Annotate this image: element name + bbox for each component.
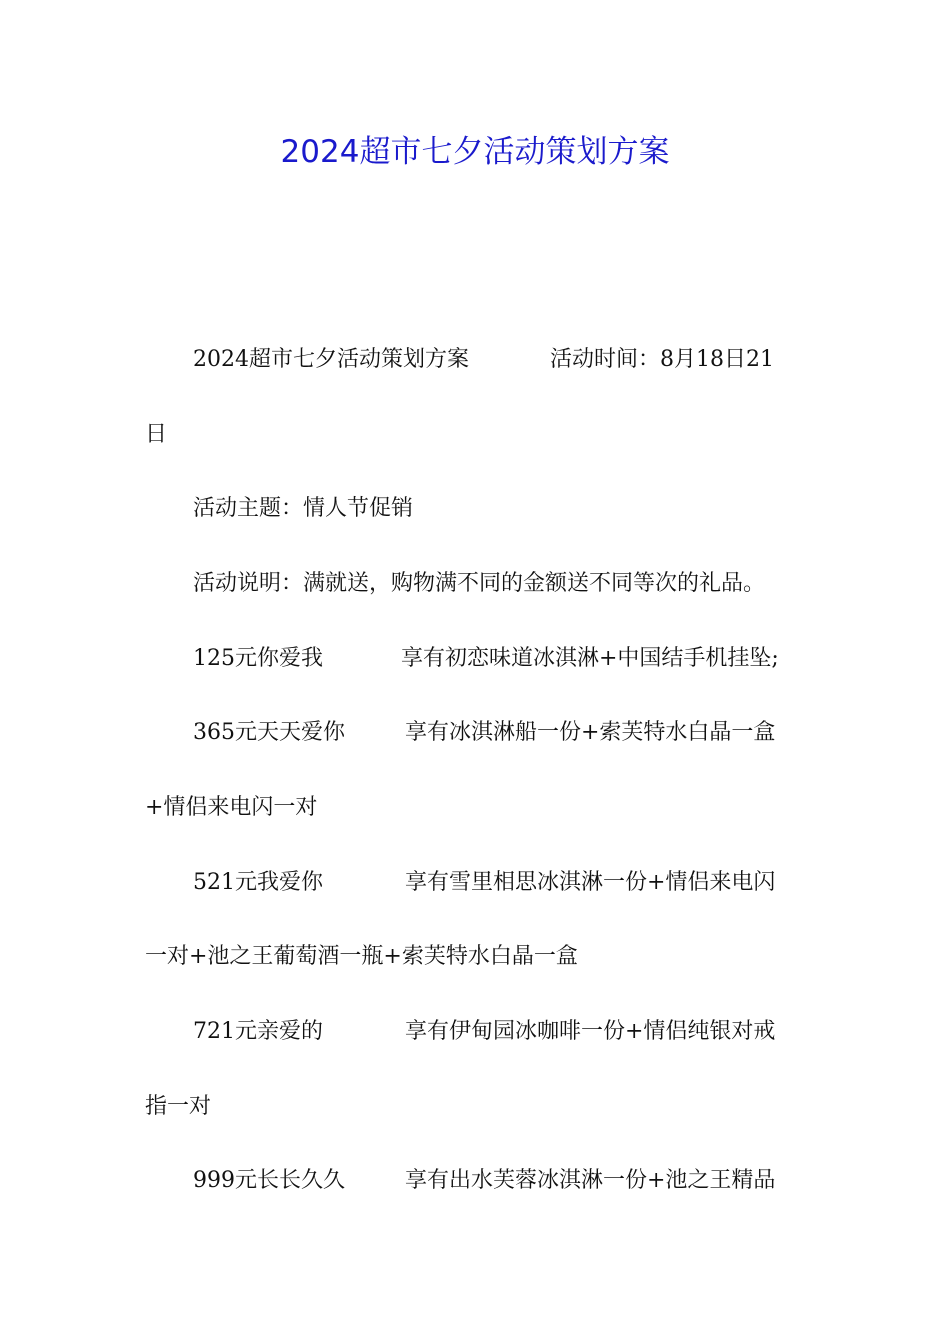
tier-gift-continued: 指一对 — [145, 1094, 212, 1119]
tier-line — [193, 1166, 813, 1196]
document-title: 2024超市七夕活动策划方案 — [280, 134, 670, 170]
tier-gift: 享有初恋味道冰淇淋+中国结手机挂坠; — [401, 646, 779, 671]
tier-name: 125元你爱我 — [193, 646, 323, 671]
tier-line — [193, 1017, 813, 1047]
tier-name: 365元天天爱你 — [193, 720, 345, 745]
activity-theme: 活动主题：情人节促销 — [193, 496, 414, 521]
intro-line — [193, 345, 774, 375]
tier-gift: 享有伊甸园冰咖啡一份+情侣纯银对戒 — [405, 1019, 776, 1044]
tier-gift: 享有出水芙蓉冰淇淋一份+池之王精品 — [405, 1168, 776, 1193]
tier-name: 999元长长久久 — [193, 1168, 345, 1193]
tier-name: 721元亲爱的 — [193, 1019, 323, 1044]
tier-gift: 享有冰淇淋船一份+索芙特水白晶一盒 — [405, 720, 776, 745]
activity-description: 活动说明：满就送，购物满不同的金额送不同等次的礼品。 — [193, 571, 766, 596]
tier-name: 521元我爱你 — [193, 870, 323, 895]
tier-line — [193, 868, 813, 898]
tier-gift: 享有雪里相思冰淇淋一份+情侣来电闪 — [405, 870, 776, 895]
activity-time-continued: 日 — [145, 422, 168, 447]
tier-line — [193, 718, 813, 748]
tier-line — [193, 644, 813, 674]
activity-time: 活动时间：8月18日21 — [550, 347, 774, 372]
tier-gift-continued: 一对+池之王葡萄酒一瓶+索芙特水白晶一盒 — [145, 944, 578, 969]
tier-gift-continued: +情侣来电闪一对 — [145, 795, 318, 820]
intro-heading: 2024超市七夕活动策划方案 — [193, 347, 469, 372]
